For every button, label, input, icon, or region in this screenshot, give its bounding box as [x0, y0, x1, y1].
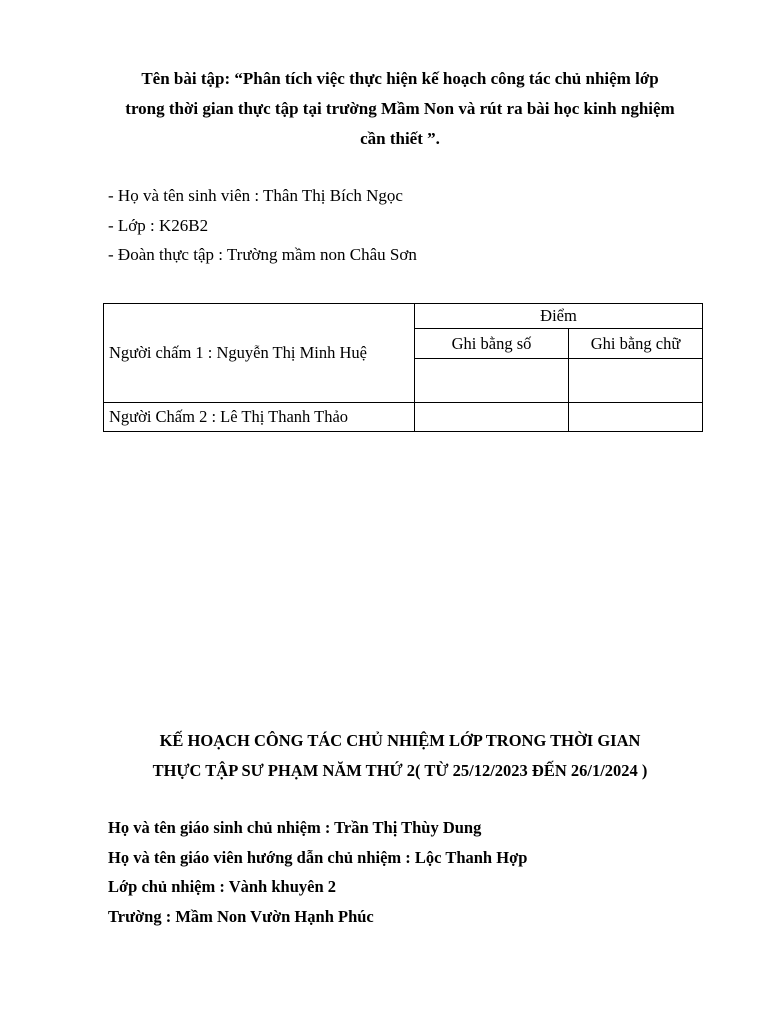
school-name: Trường : Mầm Non Vườn Hạnh Phúc — [108, 906, 374, 926]
score-header: Điểm — [415, 304, 703, 329]
homeroom-student-teacher: Họ và tên giáo sinh chủ nhiệm : Trần Thị Thùy Dung — [108, 818, 482, 837]
assignment-title — [100, 64, 700, 154]
score-word-cell-2 — [569, 403, 703, 432]
student-class: - Lớp : K26B2 — [108, 215, 209, 235]
internship-team: - Đoàn thực tập : Trường mầm non Châu Sơn — [108, 245, 417, 264]
plan-title-line: THỰC TẬP SƯ PHẠM NĂM THỨ 2( TỪ 25/12/2023 ĐẾN 26/1/2024 ) — [152, 761, 648, 780]
grader-2-cell: Người Chấm 2 : Lê Thị Thanh Thảo — [104, 403, 415, 432]
grading-table — [103, 303, 703, 432]
grader-1-cell: Người chấm 1 : Nguyễn Thị Minh Huệ — [104, 304, 415, 403]
assignment-title-line: trong thời gian thực tập tại trường Mầm Non và rút ra bài học kinh nghiệm — [125, 99, 675, 118]
score-word-cell-1 — [569, 359, 703, 403]
homeroom-class: Lớp chủ nhiệm : Vành khuyên 2 — [108, 877, 336, 896]
assignment-title-line: cần thiết ”. — [360, 129, 440, 148]
student-info — [108, 181, 417, 270]
supervising-teacher: Họ và tên giáo viên hướng dẫn chủ nhiệm : Lộc Thanh Hợp — [108, 847, 528, 867]
plan-title-line: KẾ HOẠCH CÔNG TÁC CHỦ NHIỆM LỚP TRONG THỜI GIAN — [159, 731, 641, 750]
assignment-title-line: Tên bài tập: “Phân tích việc thực hiện kế hoạch công tác chủ nhiệm lớp — [141, 69, 659, 88]
score-number-cell-2 — [415, 403, 569, 432]
plan-title — [80, 726, 720, 786]
score-number-header: Ghi bằng số — [415, 329, 569, 359]
plan-info — [108, 813, 527, 931]
score-word-header: Ghi bằng chữ — [569, 329, 703, 359]
student-name: - Họ và tên sinh viên : Thân Thị Bích Ngọc — [108, 186, 403, 205]
score-number-cell-1 — [415, 359, 569, 403]
